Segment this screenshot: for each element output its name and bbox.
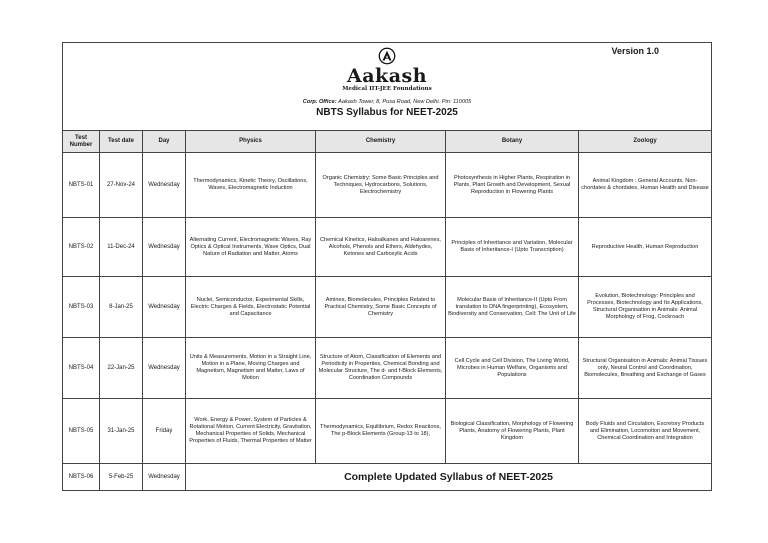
botany-topics: Molecular Basis of Inheritance-II (Upto From translation to DNA fingerprinting), Ecosystem, Biodiversity and Conservation, Cell: The Unit of Life — [446, 277, 579, 338]
test-code: NBTS-01 — [63, 153, 100, 218]
document-header — [63, 43, 712, 131]
chemistry-topics: Chemical Kinetics, Haloalkanes and Haloarenes, Alcohols, Phenols and Ethers, Aldehydes, Ketones and Carboxylic Acids — [316, 218, 446, 277]
test-code: NBTS-02 — [63, 218, 100, 277]
test-day: Wednesday — [143, 338, 186, 399]
test-date: 5-Feb-25 — [100, 464, 143, 491]
syllabus-table — [62, 42, 712, 491]
brand-name: Aakash — [346, 65, 428, 87]
chemistry-topics: Amines, Biomolecules, Principles Related to Practical Chemistry, Some Basic Concepts of Chemistry — [316, 277, 446, 338]
col-day: Day — [143, 131, 186, 153]
syllabus-title: NBTS Syllabus for NEET-2025 — [316, 107, 458, 118]
test-day: Wednesday — [143, 277, 186, 338]
column-header-row — [63, 131, 712, 153]
table-row — [63, 277, 712, 338]
test-day: Wednesday — [143, 153, 186, 218]
col-zoology: Zoology — [579, 131, 712, 153]
table-row — [63, 218, 712, 277]
zoology-topics: Structural Organisation in Animals: Animal Tissues only, Neural Control and Coordination, Biomolecules, Breathing and Exchange of Gases — [579, 338, 712, 399]
test-day: Friday — [143, 399, 186, 464]
zoology-topics: Body Fluids and Circulation, Excretory Products and Elimination, Locomotion and Movement, Chemical Coordination and Integration — [579, 399, 712, 464]
botany-topics: Photosynthesis in Higher Plants, Respiration in Plants, Plant Growth and Development, Sexual Reproduction in Flowering Plants — [446, 153, 579, 218]
brand-tagline: Medical IIT-JEE Foundations — [342, 86, 432, 92]
complete-syllabus-note: Complete Updated Syllabus of NEET-2025 — [186, 464, 712, 491]
botany-topics: Cell Cycle and Cell Division, The Living World, Microbes in Human Welfare, Organisms and Populations — [446, 338, 579, 399]
corp-office — [63, 99, 711, 106]
col-botany: Botany — [446, 131, 579, 153]
chemistry-topics: Structure of Atom, Classification of Elements and Periodicity in Properties, Chemical Bonding and Molecular Structure, The d- and f-Block Elements, Coordination Compounds — [316, 338, 446, 399]
syllabus-sheet — [62, 42, 711, 491]
test-code: NBTS-05 — [63, 399, 100, 464]
test-code: NBTS-04 — [63, 338, 100, 399]
office-label: Corp. Office: — [302, 99, 337, 105]
test-date: 8-Jan-25 — [100, 277, 143, 338]
chemistry-topics: Organic Chemistry: Some Basic Principles and Techniques, Hydrocarbons, Solutions, Electrochemistry — [316, 153, 446, 218]
table-row — [63, 338, 712, 399]
col-test-date: Test date — [100, 131, 143, 153]
test-date: 11-Dec-24 — [100, 218, 143, 277]
zoology-topics: Reproductive Health, Human Reproduction — [579, 218, 712, 277]
physics-topics: Alternating Current, Electromagnetic Waves, Ray Optics & Optical Instruments, Wave Optics, Dual Nature of Radiation and Matter, Atoms — [186, 218, 316, 277]
test-code: NBTS-03 — [63, 277, 100, 338]
test-day: Wednesday — [143, 218, 186, 277]
brand-block — [63, 47, 711, 116]
col-chemistry: Chemistry — [316, 131, 446, 153]
chemistry-topics: Thermodynamics, Equilibrium, Redox Reactions, The p-Block Elements (Group-13 to 18), — [316, 399, 446, 464]
test-day: Wednesday — [143, 464, 186, 491]
version-label: Version 1.0 — [611, 46, 660, 56]
botany-topics: Biological Classification, Morphology of Flowering Plants, Anatomy of Flowering Plants, Plant Kingdom — [446, 399, 579, 464]
physics-topics: Thermodynamics, Kinetic Theory, Oscillations, Waves, Electromagnetic Induction — [186, 153, 316, 218]
test-date: 22-Jan-25 — [100, 338, 143, 399]
table-row — [63, 399, 712, 464]
col-physics: Physics — [186, 131, 316, 153]
aakash-logo-icon — [378, 47, 396, 65]
office-address: Aakash Tower, 8, Pusa Road, New Delhi. Pin: 110005 — [338, 99, 472, 105]
zoology-topics: Animal Kingdom : General Accounts, Non-chordates & chordates, Human Health and Disease — [579, 153, 712, 218]
physics-topics: Work, Energy & Power, System of Particles & Rotational Motion, Current Electricity, Gravitation, Mechanical Properties of Solids, Mechanical Properties of Fluids, Thermal Properties of Matter — [186, 399, 316, 464]
botany-topics: Principles of Inheritance and Variation, Molecular Basis of Inheritance-I (Upto Transcription) — [446, 218, 579, 277]
test-code: NBTS-06 — [63, 464, 100, 491]
physics-topics: Nuclei, Semiconductor, Experimental Skills, Electric Charges & Fields, Electrostatic Potential and Capacitance — [186, 277, 316, 338]
table-row — [63, 153, 712, 218]
test-date: 31-Jan-25 — [100, 399, 143, 464]
col-test-number: Test Number — [63, 131, 100, 153]
test-date: 27-Nov-24 — [100, 153, 143, 218]
physics-topics: Units & Measurements, Motion in a Straight Line, Motion in a Plane, Moving Charges and Magnetism, Magnetism and Matter, Laws of Motion — [186, 338, 316, 399]
table-row-final — [63, 464, 712, 491]
zoology-topics: Evolution, Biotechnology: Principles and Processes, Biotechnology and Its Applications, Structural Organisation in Animals: Animal Morphology of Frog, Cockroach — [579, 277, 712, 338]
